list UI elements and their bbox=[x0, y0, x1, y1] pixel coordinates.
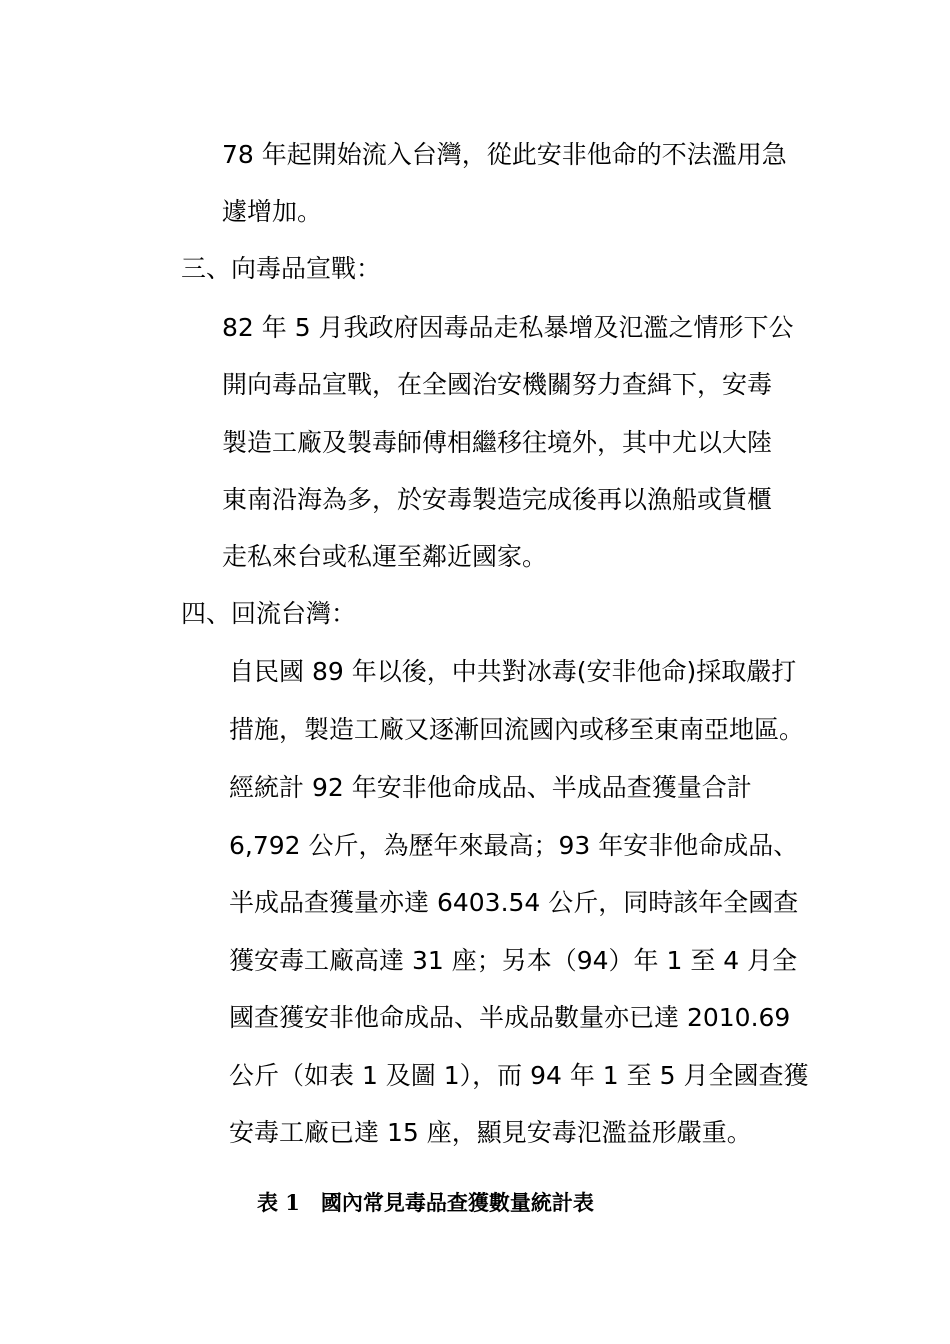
paragraph-line: 公斤（如表 1 及圖 1），而 94 年 1 至 5 月全國查獲 bbox=[229, 1061, 809, 1090]
paragraph-line: 國查獲安非他命成品、半成品數量亦已達 2010.69 bbox=[229, 1003, 791, 1032]
paragraph-line: 安毒工廠已達 15 座，顯見安毒氾濫益形嚴重。 bbox=[229, 1118, 752, 1147]
section-heading: 四、回流台灣： bbox=[181, 599, 357, 628]
paragraph-line: 東南沿海為多，於安毒製造完成後再以漁船或貨櫃 bbox=[222, 485, 773, 514]
paragraph-line: 6,792 公斤，為歷年來最高；93 年安非他命成品、 bbox=[229, 831, 799, 860]
paragraph-line: 自民國 89 年以後，中共對冰毒(安非他命)採取嚴打 bbox=[229, 657, 797, 686]
paragraph-line: 遽增加。 bbox=[222, 197, 323, 226]
table-caption: 表 1 國內常見毒品查獲數量統計表 bbox=[257, 1190, 594, 1215]
paragraph-line: 78 年起開始流入台灣，從此安非他命的不法濫用急 bbox=[222, 140, 787, 169]
paragraph-line: 開向毒品宣戰，在全國治安機關努力查緝下，安毒 bbox=[222, 370, 773, 399]
paragraph-line: 措施，製造工廠又逐漸回流國內或移至東南亞地區。 bbox=[229, 715, 805, 744]
paragraph-line: 經統計 92 年安非他命成品、半成品查獲量合計 bbox=[229, 773, 752, 802]
paragraph-line: 走私來台或私運至鄰近國家。 bbox=[222, 542, 548, 571]
section-heading: 三、向毒品宣戰： bbox=[181, 254, 382, 283]
paragraph-line: 82 年 5 月我政府因毒品走私暴增及氾濫之情形下公 bbox=[222, 313, 794, 342]
paragraph-line: 半成品查獲量亦達 6403.54 公斤，同時該年全國查 bbox=[229, 888, 799, 917]
paragraph-line: 製造工廠及製毒師傅相繼移往境外，其中尤以大陸 bbox=[222, 428, 773, 457]
paragraph-line: 獲安毒工廠高達 31 座；另本（94）年 1 至 4 月全 bbox=[229, 946, 798, 975]
